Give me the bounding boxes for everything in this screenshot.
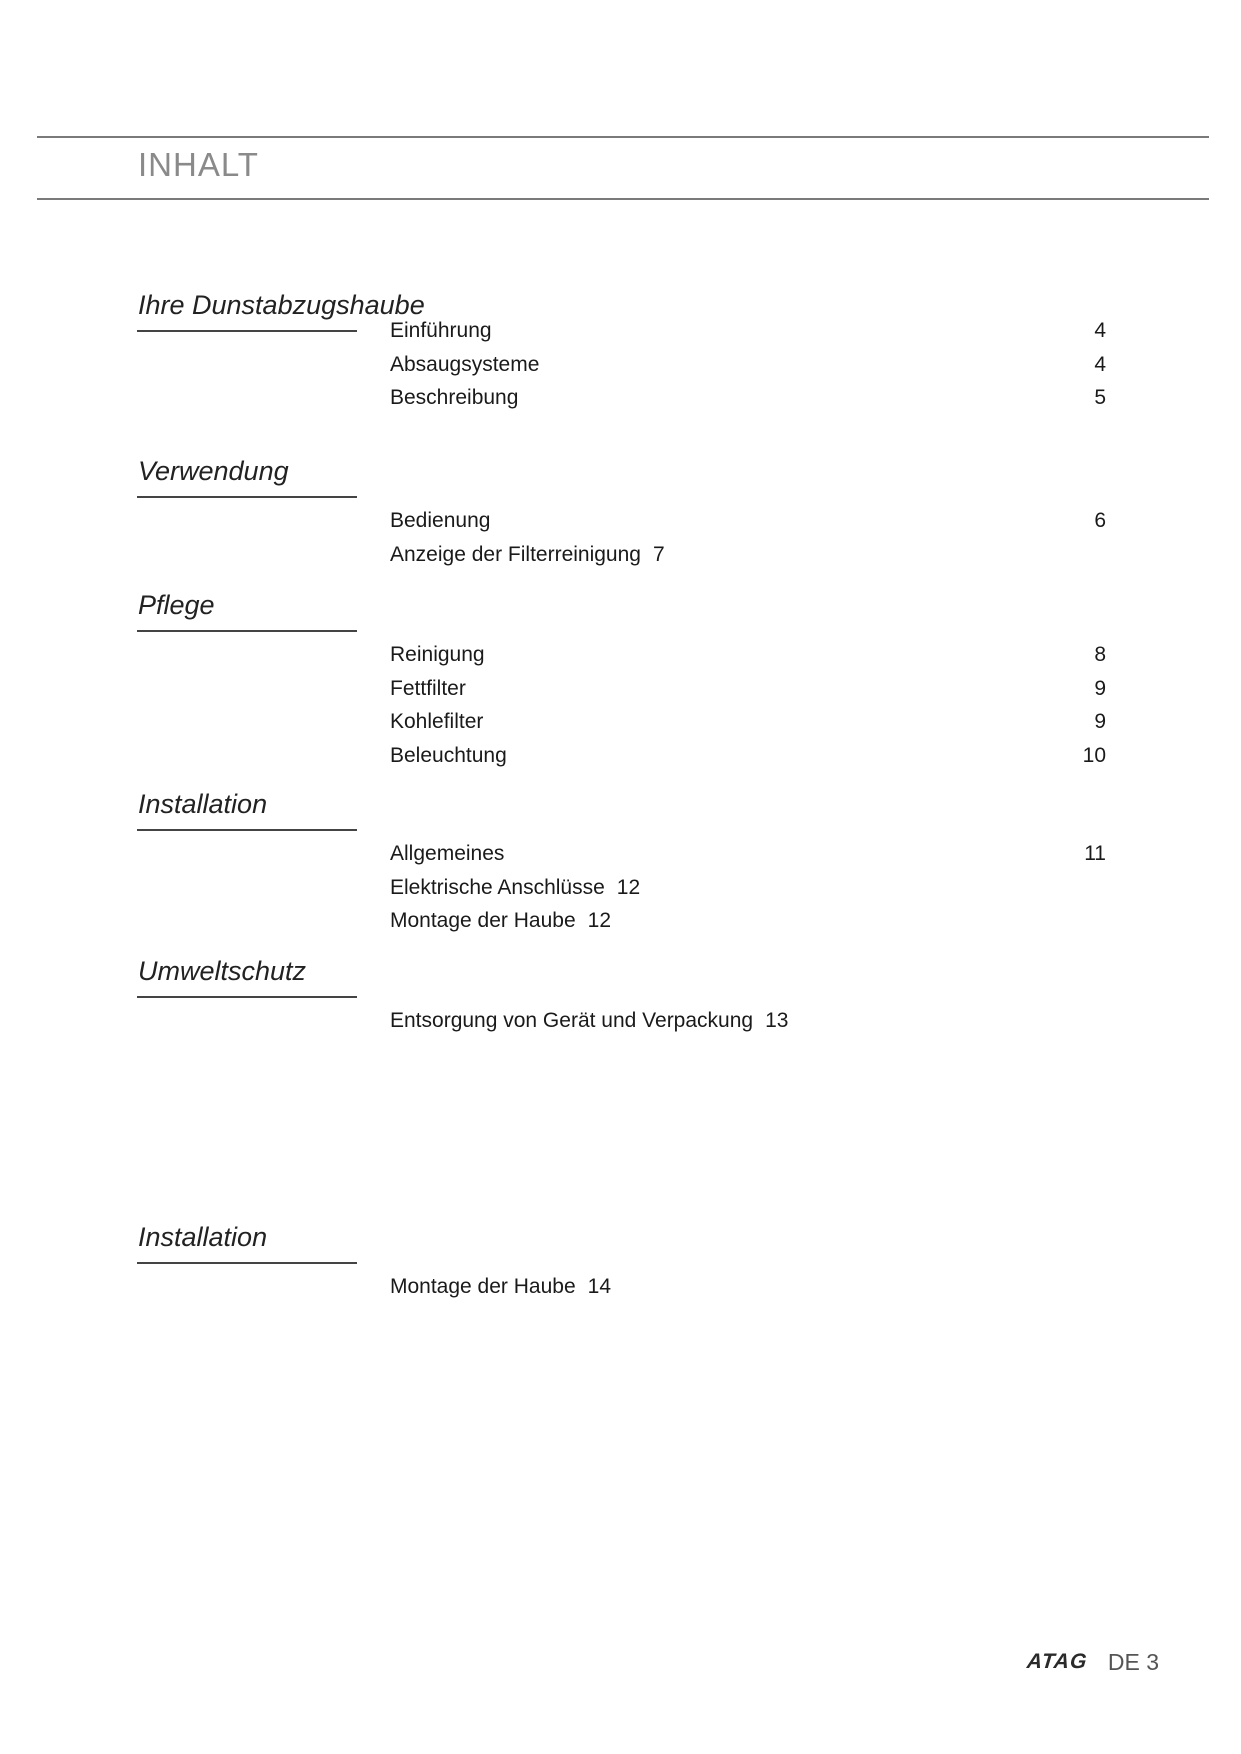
toc-entry-page: 13 (765, 1009, 789, 1032)
toc-entry[interactable] (390, 871, 1106, 905)
section-underline (137, 630, 357, 632)
toc-entry[interactable] (390, 504, 1106, 538)
toc-entry-label: Beschreibung (390, 386, 519, 409)
toc-entry-label: Einführung (390, 319, 492, 342)
toc-entry-page: 9 (1094, 676, 1106, 700)
toc-entry-page: 4 (1094, 319, 1106, 342)
page-title: INHALT (138, 146, 259, 183)
toc-entry-page: 9 (1094, 710, 1106, 733)
toc-entry-inline (390, 871, 640, 905)
toc-entry[interactable] (390, 672, 1106, 706)
page-number: DE 3 (1107, 1648, 1159, 1675)
toc-entry-label: Elektrische Anschlüsse (390, 875, 605, 899)
toc-entry-page: 14 (587, 1275, 611, 1298)
toc-entry-page: 8 (1094, 643, 1106, 666)
section-underline (137, 1262, 357, 1264)
toc-entry[interactable] (390, 1270, 1106, 1304)
section-heading: Verwendung (138, 456, 289, 486)
page-footer (1027, 1644, 1159, 1680)
toc-entry-label: Montage der Haube (390, 909, 576, 932)
toc-entry[interactable] (390, 538, 1106, 572)
toc-entry-label: Kohlefilter (390, 710, 484, 733)
toc-entry-page: 12 (587, 909, 611, 932)
toc-entry[interactable] (390, 1004, 1106, 1038)
toc-entry-label: Allgemeines (390, 842, 505, 865)
toc-entry[interactable] (390, 837, 1106, 871)
toc-entry[interactable] (390, 381, 1106, 415)
toc-entry-label: Absaugsysteme (390, 352, 540, 376)
section-underline (137, 330, 357, 332)
toc-entry-page: 12 (616, 875, 641, 899)
section-underline (137, 996, 357, 998)
toc-entry-page: 10 (1082, 743, 1106, 767)
toc-entry[interactable] (390, 348, 1106, 382)
toc-entry-page: 11 (1084, 842, 1106, 865)
toc-entry-page: 7 (652, 542, 665, 566)
top-rule (37, 136, 1209, 138)
toc-entry[interactable] (390, 705, 1106, 739)
toc-entry-label: Montage der Haube (390, 1275, 576, 1298)
title-bottom-rule (37, 198, 1209, 200)
section-heading: Installation (138, 789, 268, 819)
toc-entry-label: Beleuchtung (390, 743, 507, 767)
toc-entry-label: Entsorgung von Gerät und Verpackung (390, 1009, 754, 1032)
toc-entry-page: 6 (1094, 509, 1106, 532)
section-underline (137, 496, 357, 498)
toc-entry[interactable] (390, 314, 1106, 348)
section-heading: Ihre Dunstabzugshaube (138, 290, 425, 320)
toc-entry-inline (390, 904, 611, 938)
toc-entry-inline (390, 1004, 788, 1038)
toc-entry[interactable] (390, 904, 1106, 938)
toc-entry-label: Bedienung (390, 509, 491, 532)
section-underline (137, 829, 357, 831)
toc-entry-label: Reinigung (390, 643, 485, 666)
section-heading: Umweltschutz (138, 956, 307, 986)
toc-entry-inline (390, 1270, 611, 1304)
toc-entry-inline (390, 538, 665, 572)
section-heading: Installation (138, 1222, 268, 1252)
toc-entry[interactable] (390, 638, 1106, 672)
brand-logo: ATAG (1026, 1650, 1090, 1673)
toc-entry-page: 4 (1094, 352, 1106, 376)
section-heading: Pflege (138, 590, 215, 620)
toc-entry-page: 5 (1094, 386, 1106, 409)
toc-entry-label: Anzeige der Filterreinigung (390, 542, 641, 566)
toc-entry[interactable] (390, 739, 1106, 773)
toc-entry-label: Fettfilter (390, 676, 466, 700)
